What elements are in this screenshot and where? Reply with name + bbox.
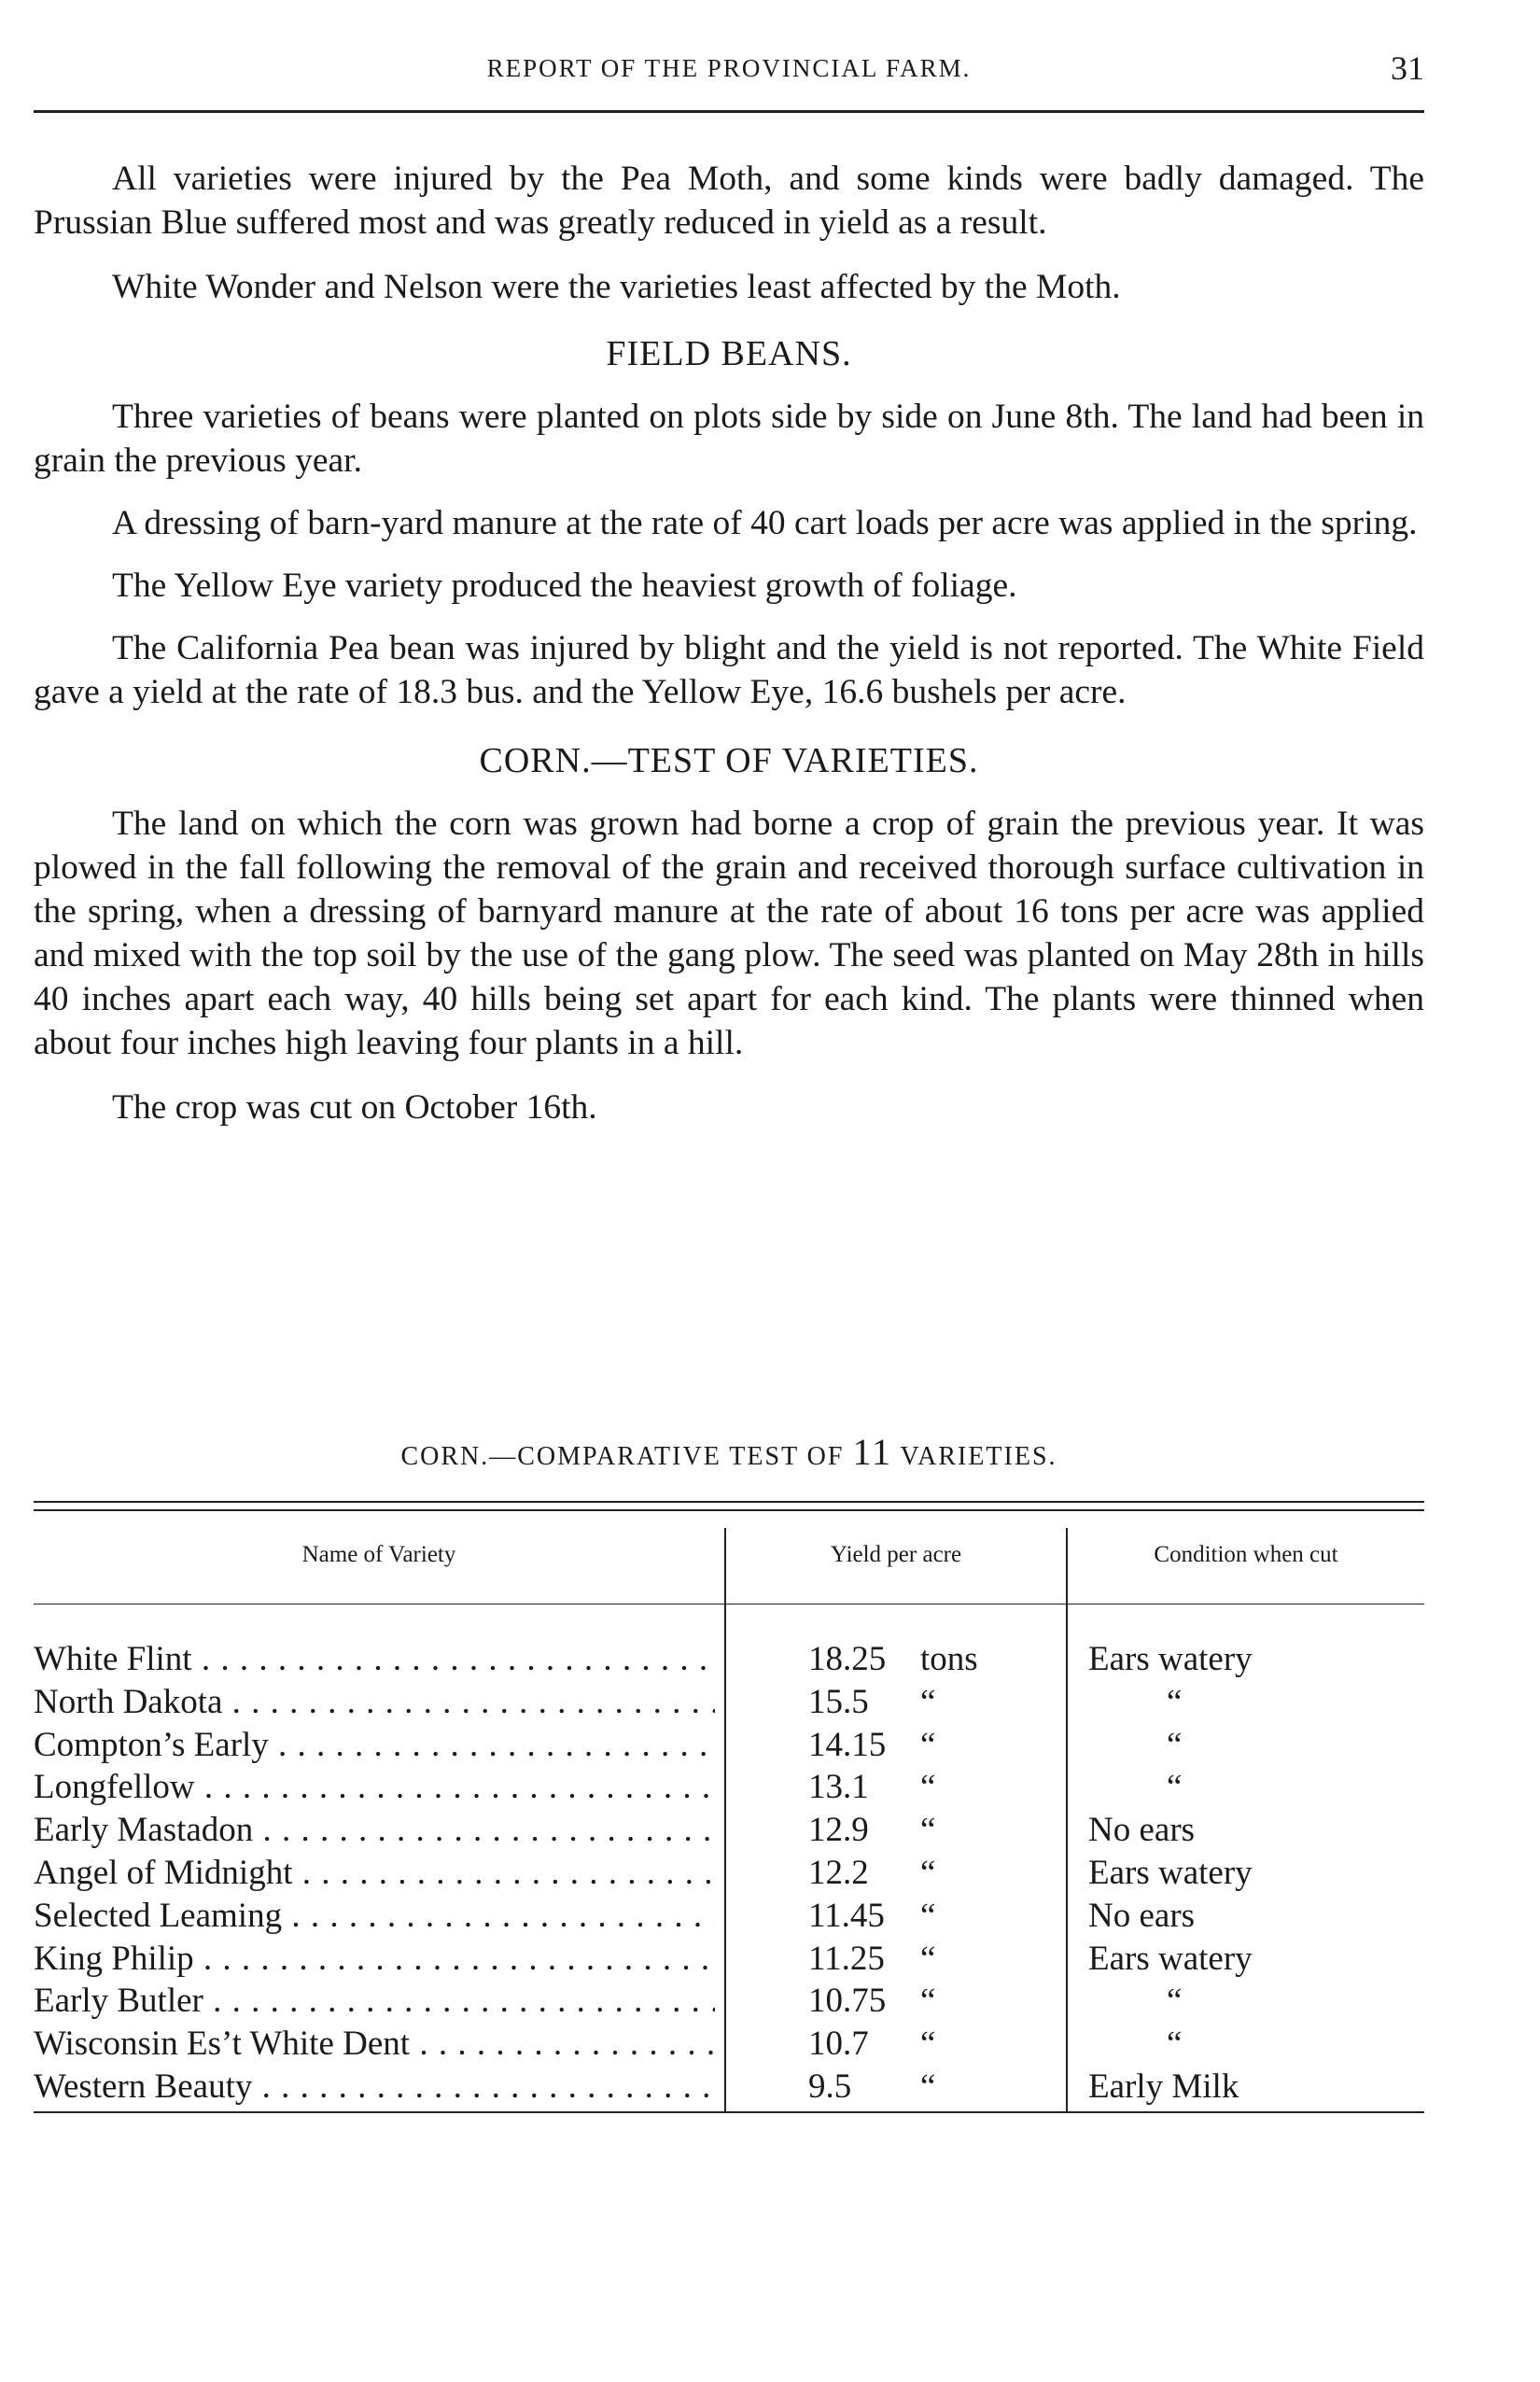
yield-value: 11.45 — [808, 1896, 885, 1935]
paragraph-beans-1: Three varieties of beans were planted on plots side by side on June 8th. The land had been in grain the previous year. — [34, 398, 1424, 480]
table-row — [34, 1725, 1424, 1768]
yield-value: 11.25 — [808, 1939, 885, 1978]
variety-name: White Flint . . . — [34, 1639, 715, 1679]
table-row — [34, 2067, 1424, 2109]
yield-value: 13.1 — [808, 1768, 869, 1807]
condition: “ — [1167, 1682, 1183, 1721]
caption-pre: CORN.—COMPARATIVE TEST OF — [400, 1442, 845, 1471]
table-row — [34, 1810, 1424, 1853]
table-row — [34, 1939, 1424, 1982]
table-row — [34, 1639, 1424, 1682]
yield-value: 10.7 — [808, 2025, 869, 2064]
header-condition-when-cut: Condition when cut — [1154, 1542, 1338, 1567]
condition: Early Milk — [1088, 2067, 1239, 2106]
yield-value: 12.2 — [808, 1853, 869, 1892]
condition: Ears watery — [1088, 1939, 1253, 1978]
table-body — [34, 1639, 1424, 2109]
condition: Ears watery — [1088, 1640, 1253, 1678]
yield-unit: “ — [920, 1939, 936, 1978]
table-top-rule-2 — [34, 1509, 1424, 1511]
paragraph-corn-2: The crop was cut on October 16th. — [112, 1088, 597, 1127]
paragraph-beans-4: The California Pea bean was injured by blight and the yield is not reported. The White Field gave a yield at the rate of 18.3 bus. and the Yellow Eye, 16.6 bushels per acre. — [34, 629, 1424, 711]
variety-name: Early Butler . . . — [34, 1981, 715, 2021]
corn-heading: CORN.—TEST OF VARIETIES. — [479, 741, 979, 780]
table-row — [34, 1682, 1424, 1725]
page-number: 31 — [1391, 49, 1424, 87]
table-row — [34, 1896, 1424, 1939]
variety-name: Selected Leaming . . . — [34, 1896, 715, 1936]
variety-name: Longfellow . . . — [34, 1767, 715, 1807]
table-row — [34, 1853, 1424, 1896]
yield-unit: “ — [920, 1853, 936, 1892]
condition: “ — [1167, 1768, 1183, 1807]
table-row — [34, 2024, 1424, 2067]
variety-name: Wisconsin Es’t White Dent . . . — [34, 2024, 715, 2064]
condition: Ears watery — [1088, 1853, 1253, 1892]
variety-name: Western Beauty . . . — [34, 2067, 715, 2107]
condition: No ears — [1088, 1811, 1196, 1850]
yield-value: 12.9 — [808, 1811, 869, 1850]
variety-name: North Dakota . . . — [34, 1682, 715, 1722]
header-rule — [34, 110, 1424, 113]
field-beans-heading: FIELD BEANS. — [606, 334, 852, 373]
yield-value: 10.75 — [808, 1982, 887, 2021]
body-text-top — [34, 157, 1424, 1129]
caption-post: VARIETIES. — [900, 1442, 1057, 1471]
paragraph-beans-3: The Yellow Eye variety produced the heaviest growth of foliage. — [112, 567, 1017, 605]
yield-value: 14.15 — [808, 1725, 887, 1764]
paragraph-corn-1: The land on which the corn was grown had borne a crop of grain the previous year. It was plowed in the fall following the removal of the grain and received thorough surface cultivation in the spring, when a dressing of barnyard manure at the rate of about 16 tons per acre was applied and mixed with the top soil by the use of the gang plow. The seed was planted on May 28th in hills 40 inches apart each way, 40 hills being set apart for each kind. The plants were thinned when about four inches high leaving four plants in a hill. — [34, 805, 1424, 1062]
yield-value: 9.5 — [808, 2067, 852, 2106]
caption-number: 11 — [852, 1431, 892, 1473]
yield-unit: “ — [920, 1811, 936, 1850]
table-caption — [34, 1430, 1424, 1474]
table-row — [34, 1981, 1424, 2024]
running-title: REPORT OF THE PROVINCIAL FARM. — [486, 54, 972, 82]
yield-unit: tons — [920, 1640, 978, 1678]
variety-name: Angel of Midnight . . . — [34, 1853, 715, 1893]
yield-value: 15.5 — [808, 1682, 869, 1721]
yield-unit: “ — [920, 2025, 936, 2064]
variety-name: King Philip . . . — [34, 1939, 715, 1979]
paragraph-beans-2: A dressing of barn-yard manure at the rate of 40 cart loads per acre was applied in the spring. — [112, 504, 1418, 542]
header-yield-per-acre: Yield per acre — [830, 1542, 962, 1567]
table-bottom-rule — [34, 2111, 1424, 2113]
paragraph-pea-moth-1: All varieties were injured by the Pea Moth, and some kinds were badly damaged. The Prussian Blue suffered most and was greatly reduced in yield as a result. — [34, 160, 1424, 242]
condition: “ — [1167, 1982, 1183, 2021]
yield-value: 18.25 — [808, 1640, 887, 1678]
page-header — [34, 49, 1424, 95]
yield-unit: “ — [920, 1682, 936, 1721]
table-top-rule — [34, 1501, 1424, 1503]
variety-name: Early Mastadon . . . — [34, 1810, 715, 1850]
paragraph-pea-moth-2: White Wonder and Nelson were the varieties least affected by the Moth. — [112, 268, 1121, 306]
header-name-of-variety: Name of Variety — [301, 1542, 456, 1567]
table-row — [34, 1767, 1424, 1810]
yield-unit: “ — [920, 1982, 936, 2021]
condition: “ — [1167, 2025, 1183, 2064]
yield-unit: “ — [920, 1896, 936, 1935]
yield-unit: “ — [920, 1725, 936, 1764]
yield-unit: “ — [920, 1768, 936, 1807]
yield-unit: “ — [920, 2067, 936, 2106]
condition: “ — [1167, 1725, 1183, 1764]
condition: No ears — [1088, 1896, 1196, 1935]
variety-name: Compton’s Early . . . — [34, 1725, 715, 1765]
